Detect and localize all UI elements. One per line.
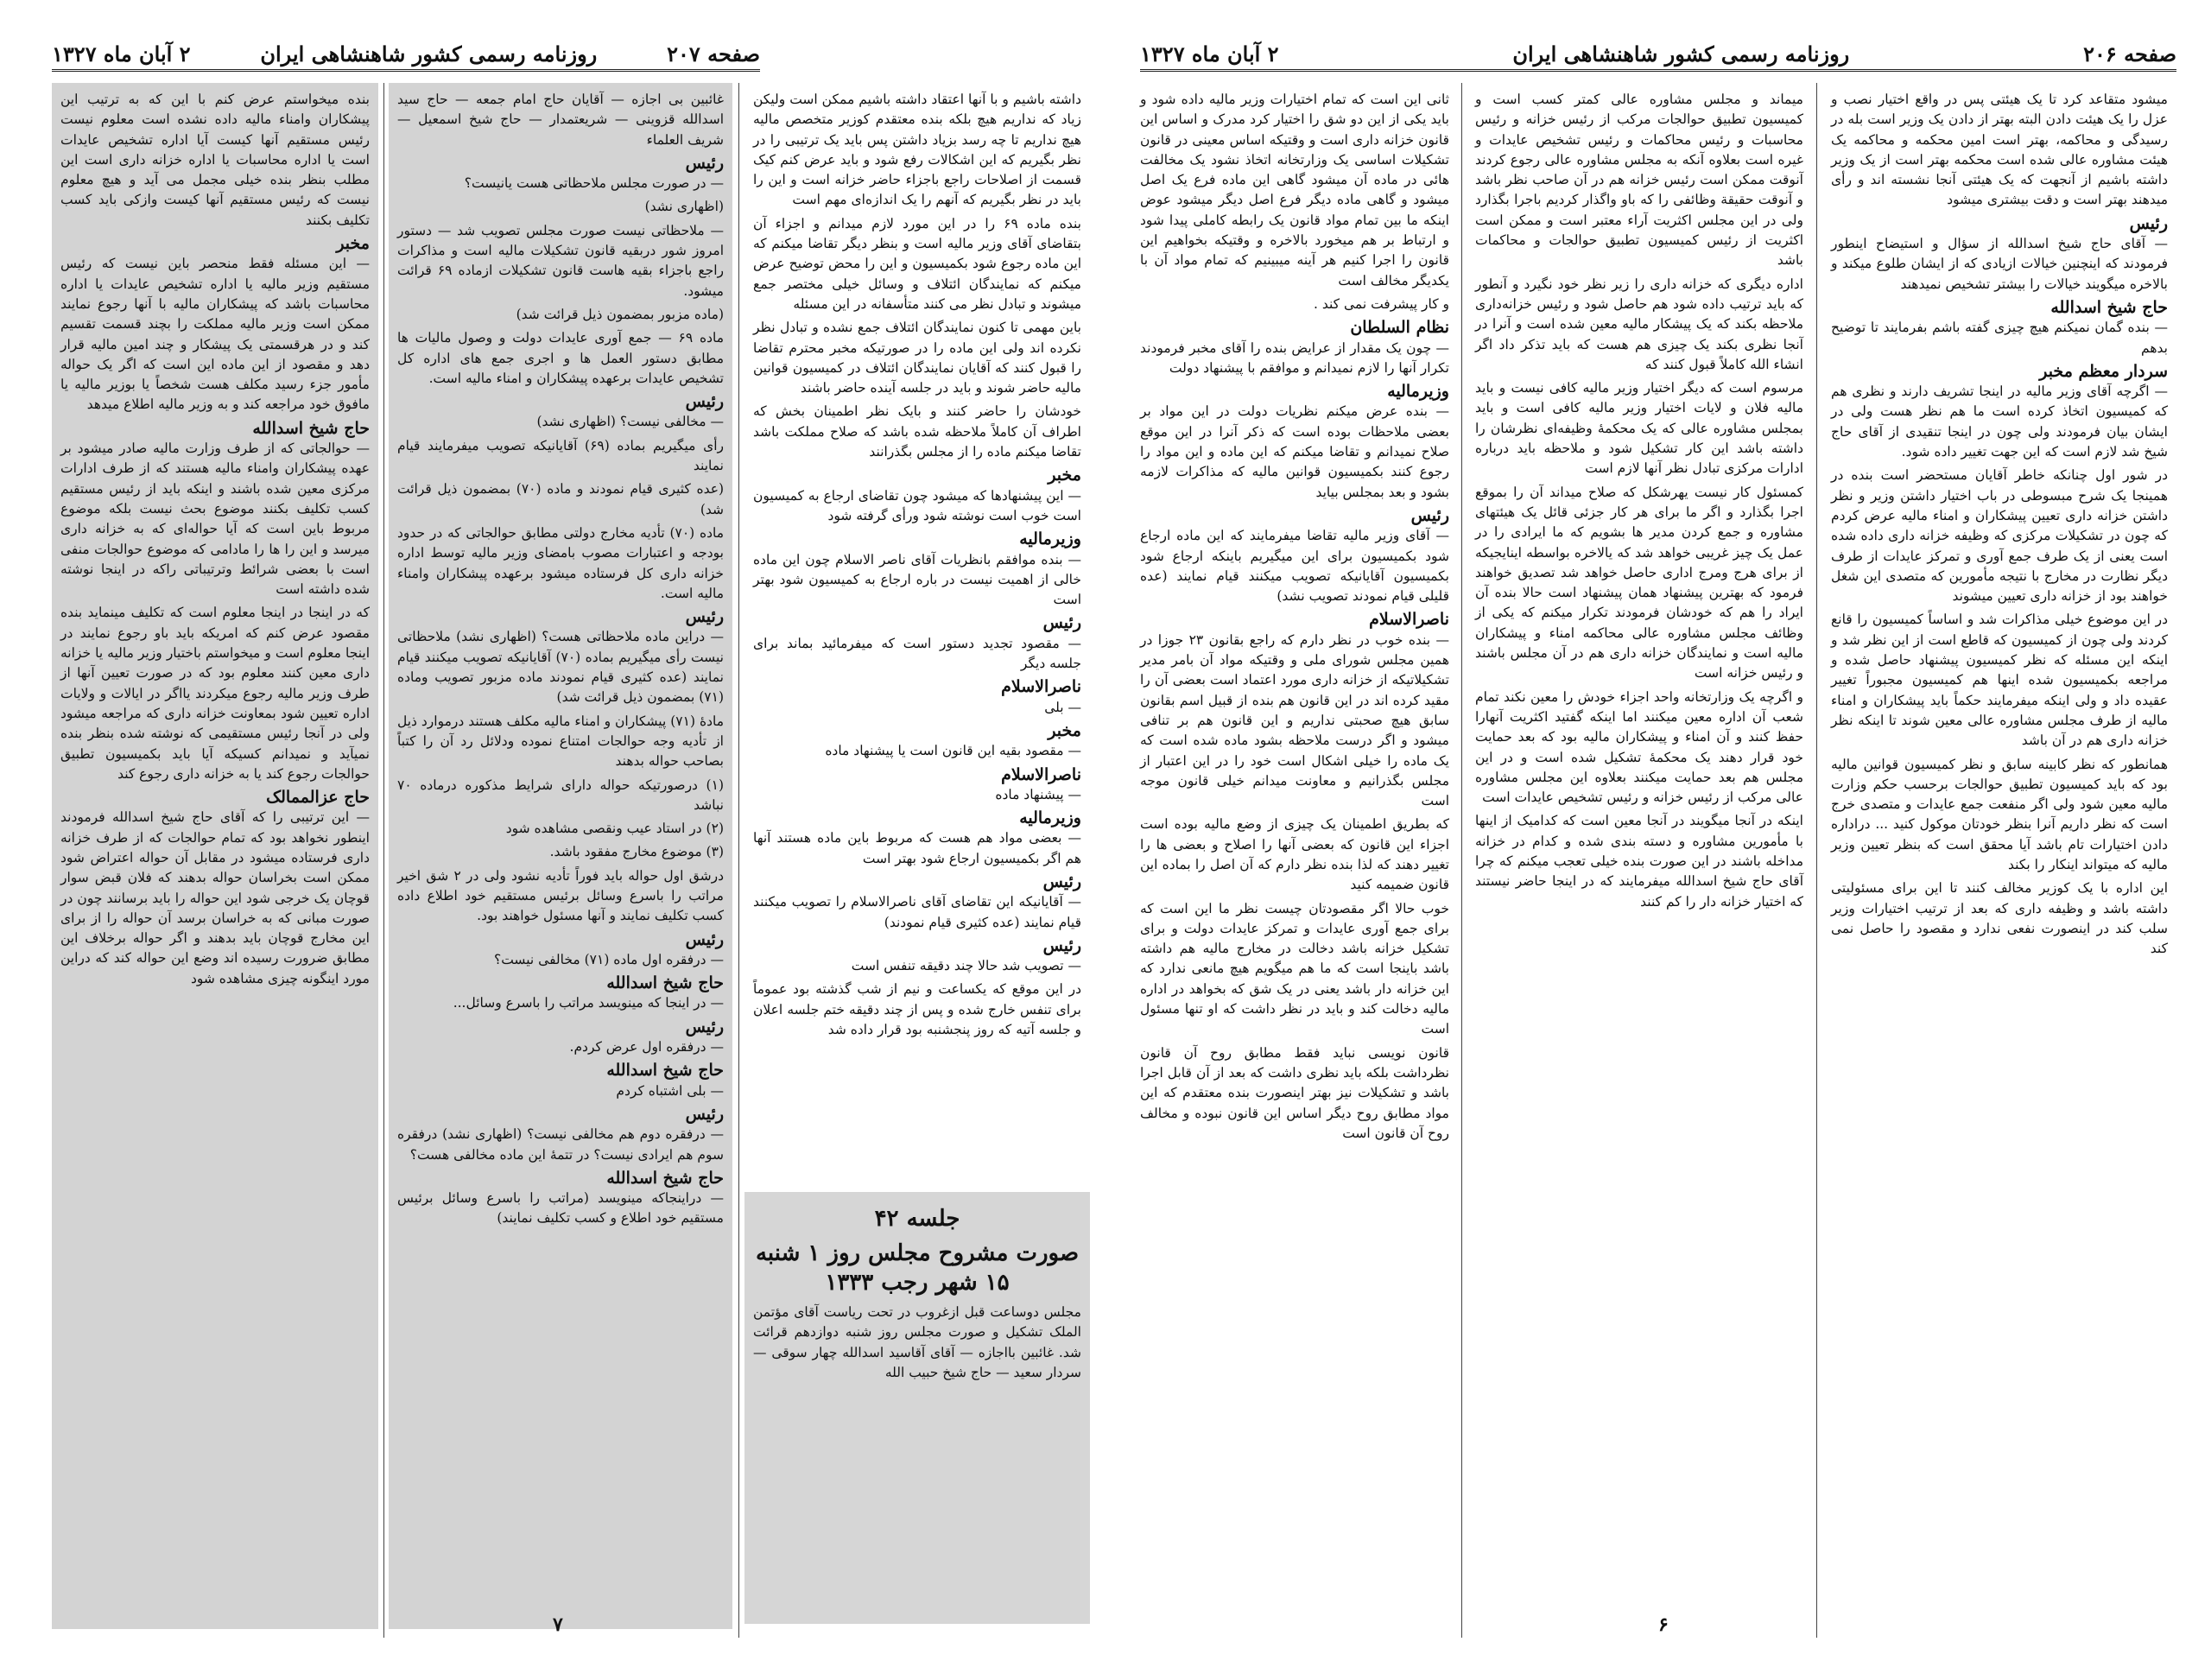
paragraph: — بنده گمان نمیکنم هیچ چیزی گفته باشم بفرمایند تا توضیح بدهم [1831,320,2168,356]
paragraph: در این موضوع خیلی مذاکرات شد و اساساً کمیسیون را قانع کردند ولی چون از کمیسیون که قاطع است از این نظر شد و اینکه این مسئله که نظر کمیسیون پیشنهاد حاصل شده و مراجعه بکمیسیون شده اینها هم کمیسیون مجبوراً تغییر عقیده داد و ولی اینکه میفرمایند حکماً باید پیشکاران و امناء مالیه از طرف مجلس مشاوره عالی معین شوند تا اینکه نظر خزانه داری هم در آن باشد [1831,612,2168,749]
paragraph: و اگرچه یک وزارتخانه واحد اجزاء خودش را معین نکند تمام شعب آن اداره معین میکنند اما اینکه گفتید اکثریت آنهارا حفظ کنند و آن امناء و پیشکاران مالیه بود که بعد حمایت خود قرار دهند یک محکمهٔ تشکیل شده است و در این مجلس هم بعد حمایت میکنند بعلاوه این مجلس مشاوره عالی مرکب از رئیس خزانه و رئیس تشخیص عایدات است [1475,688,1803,806]
paragraph: این اداره با یک کوزیر مخالف کنند تا این برای مسئولیتی داشته باشد و وظیفه داری که بعد از ترتیب اختیارات وزیر سلب کند در اینصورت نفعی ندارد و مقصود را حاصل نمی کند [1831,880,2168,957]
column-rule [1816,83,1817,1638]
speaker-name: حاج شیخ اسدالله [606,973,724,993]
left-folio: ۷ [553,1613,563,1636]
paragraph: قانون نویسی نباید فقط مطابق روح آن قانون نظرداشت بلکه باید نظری داشت که بعد از آن قابل اجرا باشد و تشکیلات نیز بهتر اینصورت بنده معتقدم که این مواد مطابق روح دیگر اساس این قانون نبوده و مخالف روح آن قانون است [1140,1044,1449,1141]
paragraph: (۱) درصورتیکه حواله دارای شرایط مذکوره درماده ۷۰ نباشد [397,777,724,813]
paragraph: — دراینجاکه مینویسد (مراتب را باسرع وسائل برئیس مستقیم خود اطلاع و کسب تکلیف نمایند) [397,1190,724,1227]
right-header-page-label: صفحه ۲۰۶ [2083,41,2176,67]
speaker-name: رئیس [685,929,724,949]
paragraph: درشق اول حواله باید فوراً تأدیه نشود ولی در ۲ شق اخیر مراتب را باسرع وسائل برئیس مستقیم خود اطلاع داده کسب تکلیف نمایند و آنها مسئول خواهند بود. [397,867,725,924]
speaker-name: رئیس [1042,872,1081,891]
paragraph: ماده ۶۹ — جمع آوری عایدات دولت و وصول مالیات ها مطابق دستور العمل ها و اجری جمع های اداره کل تشخیص عایدات برعهده پیشکاران و امناء مالیه است. [397,330,724,386]
right-page-header [1140,38,2176,72]
speaker-name: مخبر [336,234,370,254]
speaker-name: رئیس [2129,213,2168,233]
right-page-column-left [1131,83,1458,1629]
paragraph: (اظهاری نشد) [644,199,724,215]
paragraph: ماده (۷۰) تأدیه مخارج دولتی مطابق حوالجاتی که در حدود بودجه و اعتبارات مصوب بامضای وزیر مالیه توسط اداره خزانه داری کل فرستاده میشود برعهده پیشکاران وامناء مالیه است. [397,524,724,601]
paragraph: رأی میگیریم بماده (۶۹) آقایانیکه تصویب میفرمایند قیام نمایند [397,437,724,474]
paragraph: که بطریق اطمینان یک چیزی از وضع مالیه بوده است اجزاء این قانون که بعضی آنها را اصلاح و بعضی ها را تغییر دهند که لذا بنده نظر دارم که آن اصل را بماده این قانون ضمیمه کنید [1140,816,1449,893]
speaker-name: حاج شیخ اسدالله [2050,297,2168,317]
paragraph: داشته باشیم و با آنها اعتقاد داشته باشیم ممکن است ولیکن زیاد که نداریم هیچ بلکه بنده معتقدم کوزیر متخصص مالیه هیچ نداریم تا چه رسد بزیاد داشتن پس باید یک ترتیبی را در نظر بگیریم که این اشکالات رفع شود و باید عرض کنم کیک قسمت از اصلاحات راجع باجزاء حاضر خزانه است و این را باید در نظر بگیریم که آنهم را یک اندازه‌ای مهم است [753,92,1081,208]
paragraph: — در صورت مجلس ملاحظاتی هست یانیست؟ [464,175,724,192]
paragraph: — این پیشنهادها که میشود چون تقاضای ارجاع به کمیسیون است خوب است نوشته شود ورأی گرفته شود [753,487,1081,523]
paragraph: میماند و مجلس مشاوره عالی کمتر کسب است و کمیسیون تطبیق حوالجات مرکب از رئیس خزانه و رئیس محاسبات و رئیس محاکمات و رئیس تشخیص عایدات و غیره است بعلاوه آنکه به مجلس مشاوره عالی رجوع کردند آنوقت ممکن است رئیس خزانه هم در آن صاحب نظر باشد و آنوقت حقیقة وظائفی را که باو واگذار کردیم باجرا بگذارد ولی در این مجلس اکثریت آراء معتبر است و ممکن است اکثریت از رئیس کمیسیون تطبیق حوالجات و محاکمات باشد [1475,92,1803,269]
left-header-date: ۲ آبان ماه ۱۳۲۷ [52,41,191,67]
paragraph: (۲) در استاد عیب ونقصی مشاهده شود [505,821,724,837]
paragraph: — بلی [1044,699,1081,715]
left-page-column-right [744,83,1090,1180]
left-header-page-label: صفحه ۲۰۷ [667,41,760,67]
paragraph: میشود متقاعد کرد تا یک هیئتی پس در واقع اختیار نصب و عزل را یک هیئت دادن البته بهتر از دادن یک وزیر است بله در رسیدگی و محاکمه، بهتر است امین محکمه و محاکمه یک هیئت مشاوره عالی شده است محکمه بهتر است از یک وزیر داشته باشیم از آنجهت که یک هیئتی آنجا نشسته اند و رأی میدهند بهتر است و دقت بیشتری میشود [1831,92,2168,208]
right-folio: ۶ [1658,1613,1669,1636]
paragraph: (عده کثیری قیام نمودند و ماده (۷۰) بمضمون ذیل قرائت شد) [397,481,725,517]
paragraph: (ماده مزبور بمضمون ذیل قرائت شد) [516,306,724,322]
speaker-name: رئیس [1042,613,1081,633]
speaker-name: حاج عزالممالک [266,788,370,808]
paragraph: — این ترتیبی را که آقای حاج شیخ اسدالله فرمودند اینطور نخواهد بود که تمام حوالجات که از طرف خزانه داری فرستاده میشود در مقابل آن حواله اعتراض شود ممکن است بخراسان حواله بدهند که فلان قبض سوار قوچان یک خرجی شود این حواله را باید برسانند چون در صورت مبانی که به خراسان برسد آن حواله را از برای این مخارج قوچان باید بدهند و اگر حواله برخلاف این مطابق ضرورت رسیده اند وضع این حواله کند که دراین مورد اینگونه چیزی مشاهده شود [60,809,370,986]
speaker-name: ناصرالاسلام [1369,610,1449,630]
paragraph: — درفقره دوم هم مخالفی نیست؟ (اظهاری نشد) درفقره سوم هم ایرادی نیست؟ در تتمهٔ این ماده مخالفی هست؟ [397,1126,724,1163]
column-rule [1461,83,1462,1638]
session-text: مجلس دوساعت قبل ازغروب در تحت ریاست آقای مؤتمن الملک تشکیل و صورت مجلس روز شنبه دوازدهم قرائت شد. غائبین بااجازه — آقای آقاسید اسدالله چهار سوقی — سردار سعید — حاج شیخ حبیب الله [753,1304,1081,1380]
paragraph: اداره دیگری که خزانه داری را زیر نظر خود نگیرد و آنطور که باید ترتیب داده شود هم حاصل شود و رئیس خزانه‌داری ملاحظه بکند که یک پیشکار مالیه معین شده است و آنرا در آنجا نظری بکند یک چیزی هم هست که باید تذکر داد اگر انشاء الله کاملاً قبول کنند که [1475,276,1803,372]
speaker-name: سردار معظم مخبر [2039,361,2168,381]
speaker-name: رئیس [685,607,724,627]
paragraph: — پیشنهاد ماده [995,786,1081,802]
speaker-name: رئیس [1410,505,1449,525]
speaker-name: رئیس [1042,935,1081,955]
paragraph: همانطور که نظر کابینه سابق و نظر کمیسیون قوانین مالیه بود که باید کمیسیون تطبیق حوالجات برحسب حکم وزارت مالیه معین شود ولی اگر منفعت جمع عایدات و متصدی خرج است که نظر داریم آنرا بنظر خودتان موکول کنید ... دراداره دادن اختیارات تام باشد آیا محقق است که بنظر تعیین وزیر مالیه که میتواند اینکار را بکند [1831,756,2168,872]
session-title: صورت مشروح مجلس روز ۱ شنبه ۱۵ شهر رجب ۱۳۳۳ [755,1240,1080,1296]
paragraph: — بنده خوب در نظر دارم که راجع بقانون ۲۳ جوزا در همین مجلس شورای ملی و وقتیکه مواد آن بامر مدیر تشکیلاتیکه از خزانه داری مورد اعتماد است بعضی آن را مقید کرده اند در این قانون هم بنده از قبیل اسم بقانون سابق هیچ صحبتی نداریم و این قانون هم بر تنافی میشود و اگر درست ملاحظه بشود ماده شده است که یک ماده را خیلی اشکال است خود را در این اعتبار از مجلس بگذرانیم و معاونت میدانم خیلی قانون موجه است [1140,631,1449,809]
session-box [744,1192,1090,1624]
paragraph: — تصویب شد حالا چند دقیقه تنفس است [851,958,1081,974]
paragraph: — درفقره اول عرض کردم. [569,1039,724,1056]
speaker-name: رئیس [685,1104,724,1124]
paragraph: بنده میخواستم عرض کنم با این که به ترتیب این پیشکاران وامناء مالیه داده نشده است معلوم نیست رئیس مستقیم آنها کیست آیا اداره تشخیص عایدات است یا اداره محاسبات یا اداره خزانه داری است این مطلب بنظر بنده خیلی مجمل می آید و هیچ معلوم نیست که رئیس مستقیم آنها کیست وازکی باید کسب تکلیف بکنند [60,92,370,228]
left-header-title: روزنامه رسمی کشور شاهنشاهی ایران [260,41,598,67]
paragraph: — مخالفی نیست؟ (اظهاری نشد) [536,414,724,430]
paragraph: — آقای وزیر مالیه تقاضا میفرمایند که این ماده ارجاع شود بکمیسیون برای این میگیریم باینکه ارجاع شود بکمیسیون آقایانیکه تصویب میکنند قیام نمایند (عده قلیلی قیام نمودند تصویب نشد) [1140,528,1449,605]
speaker-name: نظام السلطان [1350,318,1449,338]
right-header-title: روزنامه رسمی کشور شاهنشاهی ایران [1512,41,1850,67]
paragraph: باین مهمی تا کنون نمایندگان ائتلاف جمع نشده و تبادل نظر نکرده اند ولی این ماده را در صورتیکه مخبر محترم تقاضا را قبول کنند که آقایان نمایندگان ائتلاف در کمیسیون قوانین مالیه حاضر شوند و باید در جلسه آینده حاضر باشند [753,320,1081,396]
paragraph: — مقصود تجدید دستور است که میفرمائید بماند برای جلسه دیگر [753,635,1081,672]
paragraph: و کار پیشرفت نمی کند . [1313,295,1449,312]
speaker-name: رئیس [685,153,724,173]
paragraph: در این موقع که یکساعت و نیم از شب گذشته بود عموماً برای تنفس خارج شده و پس از چند دقیقه ختم جلسه اعلان و جلسه آتیه که روز پنجشنبه بود قرار داده شد [753,981,1081,1038]
left-page-column-middle [389,83,732,1629]
paragraph: — مقصود بقیه این قانون است یا پیشنهاد ماده [825,743,1081,759]
paragraph: — چون یک مقدار از عرایض بنده را آقای مخبر فرمودند تکرار آنها را لازم نمیدانم و موافقم با پیشنهاد دولت [1140,339,1449,376]
speaker-name: مخبر [1048,466,1081,485]
column-rule [383,83,384,1638]
speaker-name: حاج شیخ اسدالله [252,418,370,438]
paragraph: — حوالجاتی که از طرف وزارت مالیه صادر میشود بر عهده پیشکاران وامناء مالیه هستند که از طرف ادارات مرکزی معین شده باشند و اینکه باید از رئیس مستقیم کسب تکلیف بکنند موضوع بحث نیست بلکه موضوع مربوط باین است که آیا حواله‌ای که به خزانه داری میرسد و این را ها را مادامی که موضوع حوالجات منفی است با بعضی شرائط وترتیباتی راکه در اینجا نوشته شده داشته است [60,441,370,598]
paragraph: — اگرچه آقای وزیر مالیه در اینجا تشریف دارند و نظری هم که کمیسیون اتخاذ کرده است ما هم نظر هست ولی در ایشان بیان فرمودند ولی چون در اینجا تنقیدی از آقای حاج شیخ شد لازم است که این جهت تغییر داده شود. [1831,384,2168,460]
paragraph: مادهٔ (۷۱) پیشکاران و امناء مالیه مکلف هستند درموارد ذیل از تأدیه وجه حوالجات امتناع نموده ودلائل رد آن را کتباً بصاحب حواله بدهند [397,713,724,770]
left-page-column-left [52,83,378,1629]
paragraph: مرسوم است که دیگر اختیار وزیر مالیه کافی نیست و باید مالیه فلان و لایات اختیار وزیر مالیه کافی است و باید بمجلس مشاوره عالی که یک محکمهٔ وظیفه‌ای نظرشان را داشته باشد این کار تشکیل شود و ملاحظه باید درباره ادارات مرکزی تبادل نظر آنها لازم است [1475,380,1803,477]
paragraph: خودشان را حاضر کنند و بایک نظر اطمینان بخش که اطراف آن کاملاً ملاحظه شده باشد که صلاح مملکت باشد تقاضا میکنم ماده را از مجلس بگذرانند [753,403,1081,460]
speaker-name: حاج شیخ اسدالله [606,1061,724,1081]
paragraph: در شور اول چنانکه خاطر آقایان مستحضر است بنده در همینجا یک شرح مبسوطی در باب اختیار داشتن وزیر و نظر داشتن خزانه داری تعیین پیشکاران و امناء مالیه عرض کردم که چون در تشکیلات مرکزی که وظیفه خزانه داری داده شده است یعنی از یک طرف جمع آوری و تمرکز عایدات از طرف دیگر نظارت در مخارج با نتیجه مأمورین که متصدی این شغل خواهند بود از خزانه داری تعیین میشوند [1831,467,2168,605]
session-number: جلسه ۴۲ [874,1206,960,1232]
right-page-column-middle [1467,83,1812,1629]
paragraph: — بلی اشتباه کردم [616,1082,724,1099]
speaker-name: ناصرالاسلام [1001,764,1081,784]
speaker-name: ناصرالاسلام [1001,677,1081,697]
column-rule [738,83,739,1638]
paragraph: بنده ماده ۶۹ را در این مورد لازم میدانم و اجزاء آن بتقاضای آقای وزیر مالیه است و بنظر دیگر تقاضا میکنم که این ماده رجوع شود بکمیسیون و این را محض توضیح عرض میکنم که نمایندگان ائتلاف و وسائل خیلی مختصر جمع میشوند و تبادل نظر می کنند متأسفانه در این مسئله [753,215,1081,312]
paragraph: خوب حالا اگر مقصودتان چیست نظر ما این است که برای جمع آوری عایدات و تمرکز عایدات دولت و برای تشکیل خزانه باشد دخالت در مخارج مالیه هم داشته باشد باینجا است که ما هم میگویم هیچ مانعی ندارد که این خزانه دار باشد یعنی در یک شق که بخواهد در اداره مالیه دخالت کند و باید در نظر داشت که او تنها مسئول است [1140,900,1449,1037]
paragraph: — در اینجا که مینویسد مراتب را باسرع وسائل... [453,995,724,1011]
paragraph: — این مسئله فقط منحصر باین نیست که رئیس مستقیم وزیر مالیه یا اداره تشخیص عایدات یا اداره محاسبات باشد که پیشکاران مالیه با آنها رجوع نمایند ممکن است وزیر مالیه مملکت را بچند قسمت تقسیم کند و در هرقسمتی یک پیشکار و چند امین مالیه قرار دهد و مقصود از این ماده این است که اگر یک حواله مأمور جزء رسید مکلف هست شخصاً یا بوزیر مالیه یا مافوق خود مراجعه کند و به وزیر مالیه اطلاع میدهد [60,256,370,413]
paragraph: — درفقره اول ماده (۷۱) مخالفی نیست؟ [493,951,724,967]
speaker-name: وزیرمالیه [1019,808,1081,828]
paragraph: — بنده موافقم بانظریات آقای ناصر الاسلام چون این ماده خالی از اهمیت نیست در باره ارجاع به کمیسیون شود بهتر است [753,551,1081,608]
speaker-name: رئیس [685,392,724,412]
paragraph: — ملاحظاتی نیست صورت مجلس تصویب شد — دستور امروز شور دربقیه قانون تشکیلات مالیه است و مذاکرات راجع باجزاء بقیه هاست قانون تشکیلات ازماده ۶۹ قرائت میشود. [397,222,724,299]
speaker-name: وزیرمالیه [1387,382,1449,402]
right-header-date: ۲ آبان ماه ۱۳۲۷ [1140,41,1279,67]
paragraph: — آقای حاج شیخ اسدالله از سؤال و استیضاح اینطور فرمودند که اینچنین خیالات ازیادی که از ایشان طلوع میکند و بالاخره میگویند خیالات را بیشتر تشخیص نمیدهند [1831,236,2168,292]
paragraph: — آقایانیکه این تقاضای آقای ناصرالاسلام را تصویب میکنند قیام نمایند (عده کثیری قیام نمودند) [753,894,1081,930]
paragraph: (۳) موضوع مخارج مفقود باشد. [549,844,724,860]
paragraph: اینکه در آنجا میگویند در آنجا معین است که کدامیک از اینها با مأمورین مشاوره و دسته بندی شده و کدام در خزانه مداخله باشند در این صورت بنده خیلی تعجب میکنم که چرا آقای حاج شیخ اسدالله میفرمایند که در اینجا حاضر نیستند که اختیار خزانه دار را کم کنند [1475,813,1803,910]
paragraph: ثانی این است که تمام اختیارات وزیر مالیه داده شود و باید یکی از این دو شق را اختیار کرد مدرک و اساس این قانون خزانه داری است و وقتیکه اساس معینی در قانون تشکیلات اساسی یک وزارتخانه اتخاذ نشود یک مخالفت هائی در ماده آن میشود گاهی این ماده فرع یک اصل میشود و گاهی ماده دیگر فرع اصل دیگر میشود عوض اینکه ما بین تمام مواد قانون یک رابطه کاملی پیدا شود و ارتباط بر هم میخورد بالاخره و وقتیکه بخواهیم این قانون را اجرا کنیم هر آینه میبینیم که تمام مواد آن با یکدیگر مخالف است [1140,92,1449,288]
left-page-header [52,38,760,72]
speaker-name: مخبر [1048,720,1081,740]
speaker-name: وزیرمالیه [1019,529,1081,549]
right-page [1106,0,2211,1680]
paragraph: غائبین بی اجازه — آقایان حاج امام جمعه — حاج سید اسدالله قزوینی — شریعتمدار — حاج شیخ اسمعیل — شریف العلماء [397,92,724,148]
speaker-name: رئیس [685,1017,724,1037]
paragraph: کمسئول کار نیست یهرشکل که صلاح میداند آن را بموقع اجرا بگذارد و اگر ما برای هر کار جزئی قائل یک هیئتهای مشاوره و جمع کردن مدیر ها بشویم که ما ایرادی را در عمل یک چیز غریبی خواهد شد که یالاخره بواسطه اینایجیکه از برای هرج ومرج اداری حاصل خواهد شد تصدیق خواهند فرمود که بهترین پیشنهاد همان پیشنهاد است حالا بنده آن ایراد را هم که خودشان فرمودند تکرار میکنم که یکی از وظائف مجلس مشاوره عالی محاکمه امناء و پیشکاران مالیه است و نمایندگان خزانه داری هم در آن مجلس باشند و رئیس خزانه است [1475,484,1803,682]
speaker-name: حاج شیخ اسدالله [606,1168,724,1188]
paragraph: — بعضی مواد هم هست که مربوط باین ماده هستند آنها هم اگر بکمیسیون ارجاع شود بهتر است [753,830,1081,866]
paragraph: — بنده عرض میکنم نظریات دولت در این مواد بر بعضی ملاحظات بوده است که ذکر آنرا در این موقع صلاح نمیدانم و تقاضا میکنم که این ماده و این مواد را رجوع کنند بکمیسیون قوانین مالیه که مذاکرات لازمه بشود و بعد بمجلس بیاید [1140,403,1449,500]
paragraph: — دراین ماده ملاحظاتی هست؟ (اظهاری نشد) ملاحظاتی نیست رأی میگیریم بماده (۷۰) آقایانیکه تصویب میکنند قیام نمایند (عده کثیری قیام نمودند ماده مزبور تصویب وماده (۷۱) بمضمون ذیل قرائت شد) [397,629,724,706]
paragraph: که در اینجا در اینجا معلوم است که تکلیف مینماید بنده مقصود عرض کنم که امریکه باید باو رجوع نمایند در اینجا معلوم است و میخواستم باختیار وزیر مالیه یا خزانه داری معین کنند معلوم بود که در صورت تعیین آنها از طرف وزیر مالیه رجوع میکردند یااگر در ایالات و ولایات اداره تعیین شود بمعاونت خزانه داری که مراجعه میشود ولی در آنجا رئیس مستقیمی که نوشته شده بنظر بنده نمیآید و نمیدانم کسیکه آیا باید بکمیسیون تطبیق حوالجات رجوع کند یا به خزانه داری رجوع کند [60,605,370,782]
right-page-column-right [1822,83,2176,1629]
